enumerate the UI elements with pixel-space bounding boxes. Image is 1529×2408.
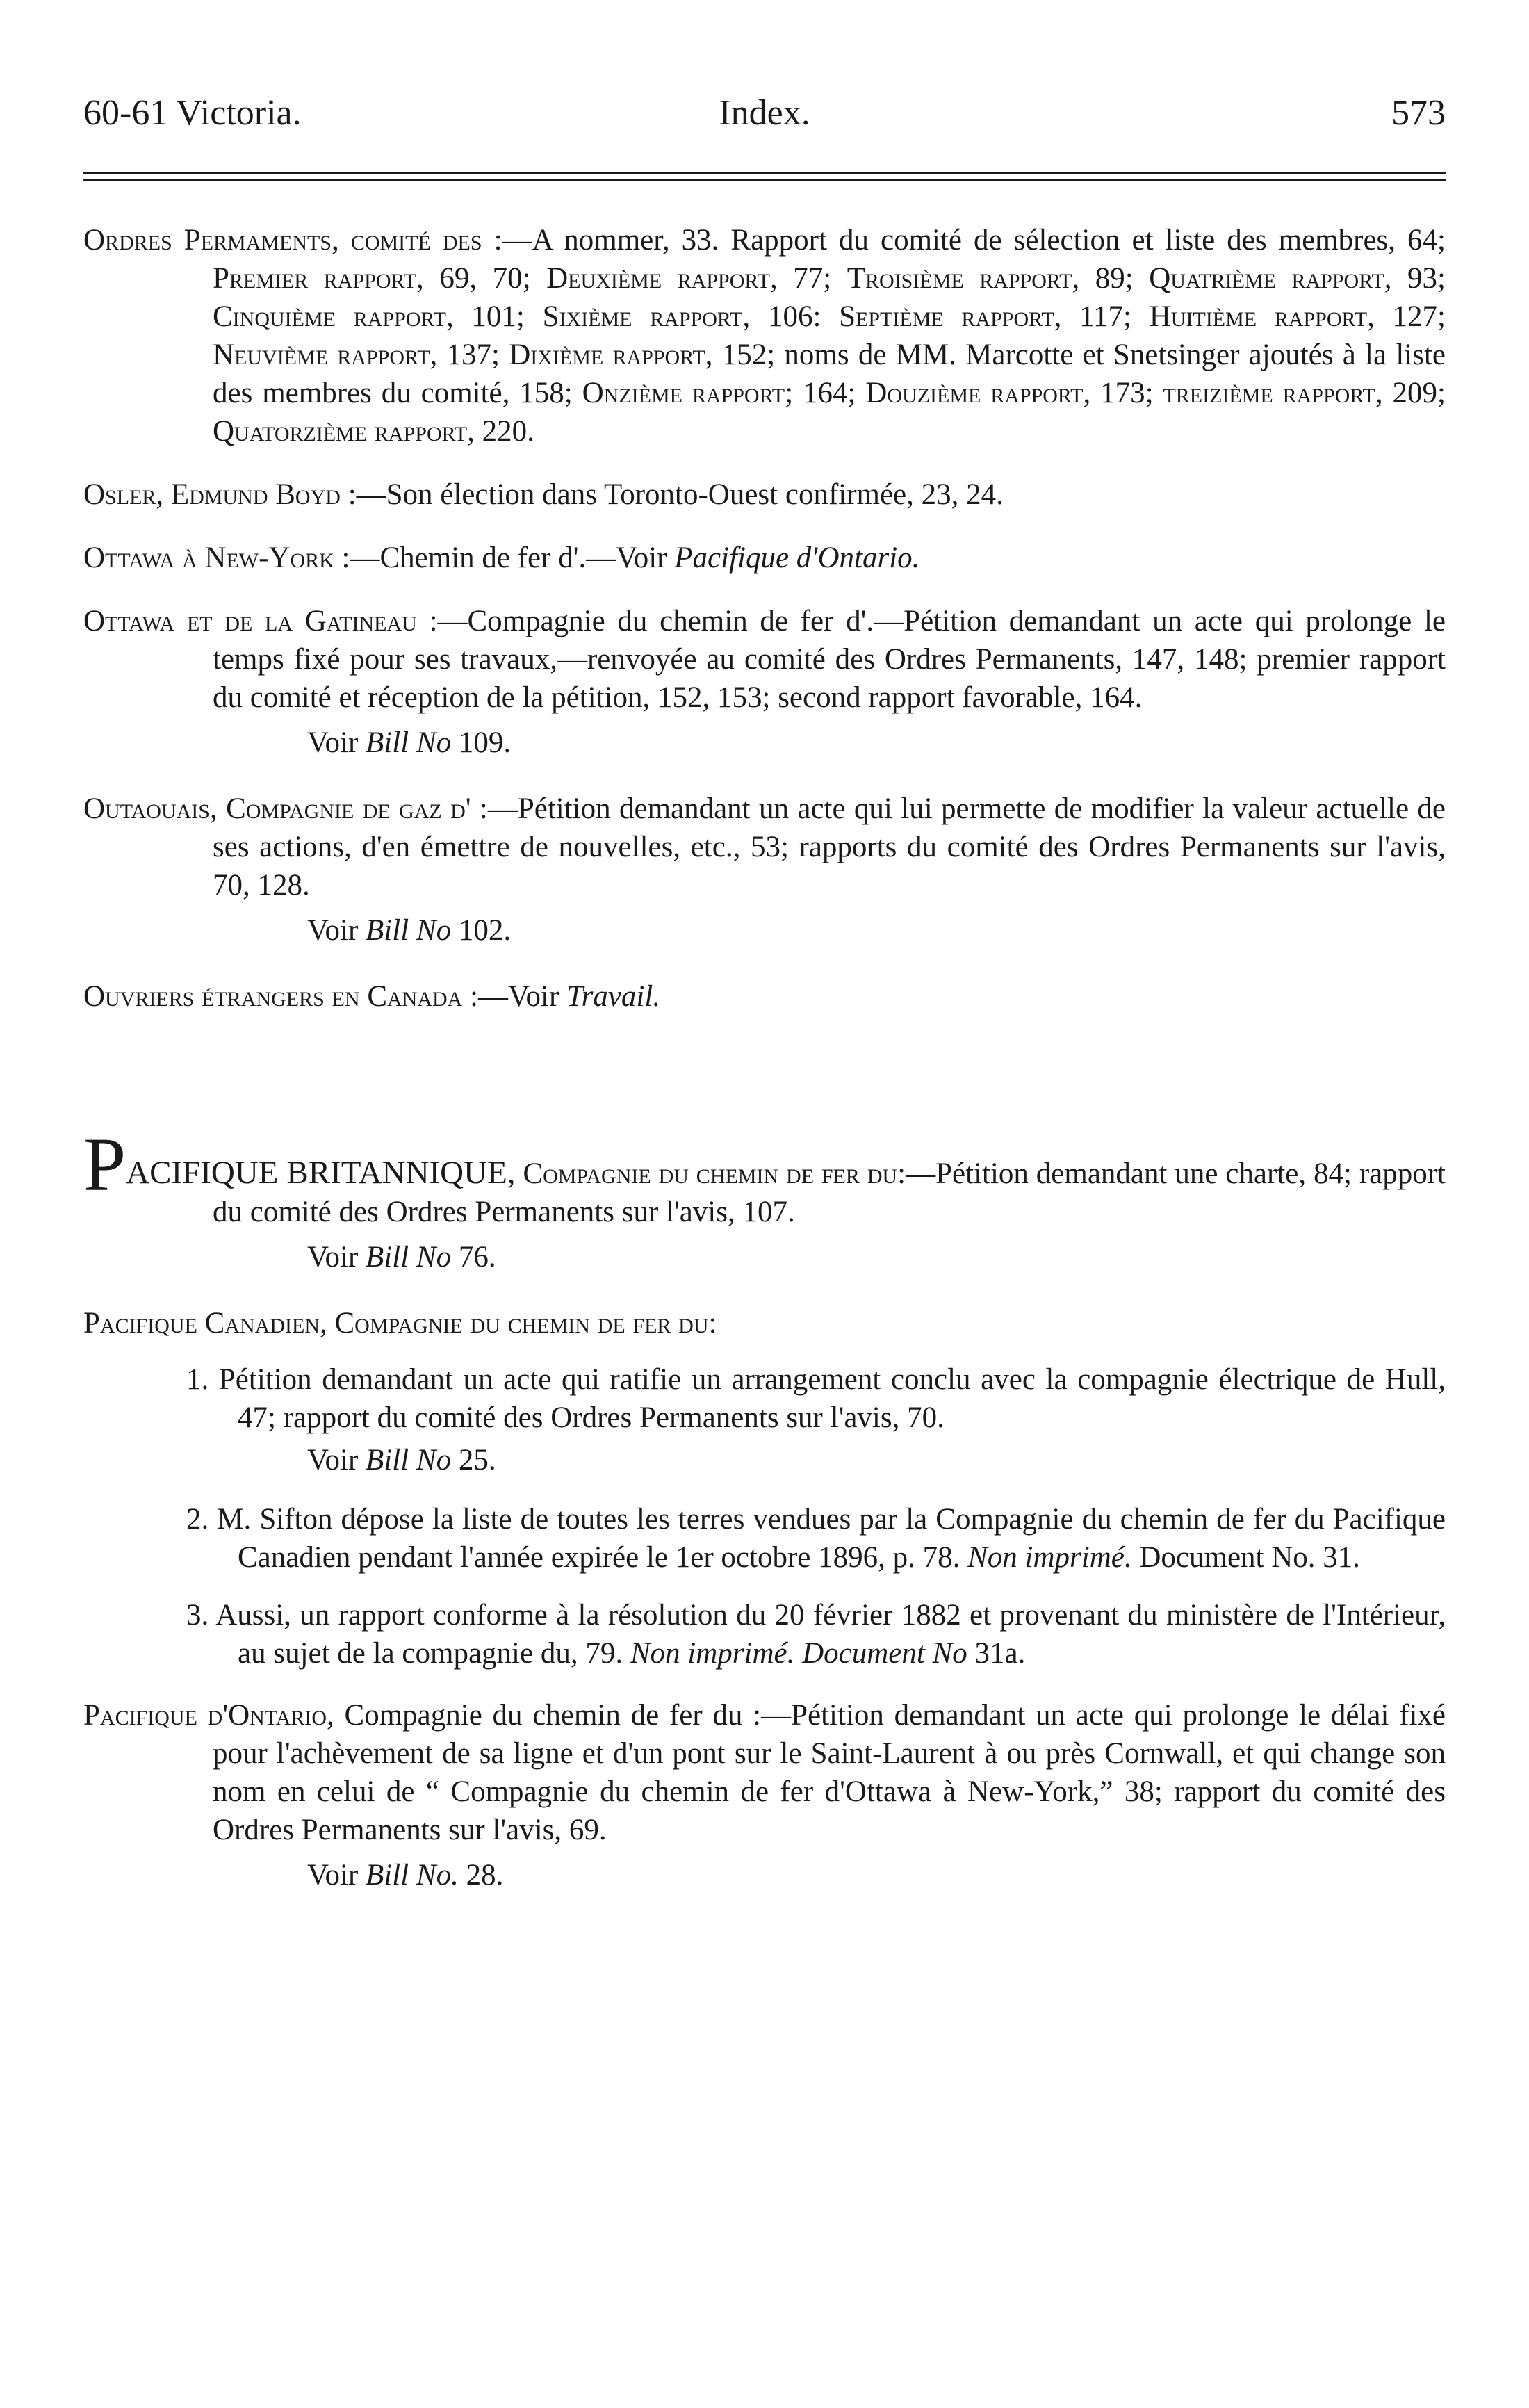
index-entry-outaouais: Outaouais, Compagnie de gaz d' :—Pétition demandant un acte qui lui permette de modifier la valeur actuelle de ses actions, d'en émettre de nouvelles, etc., 53; rapports du comité des Ordres Permanents sur l'avis, 70, 128.: [83, 792, 1446, 902]
index-entry-ottawa-new-york: Ottawa à New-York :—Chemin de fer d'.—Voir Pacifique d'Ontario.: [83, 542, 920, 574]
index-entry-pacifique-ontario: Pacifique d'Ontario, Compagnie du chemin de fer du :—Pétition demandant un acte qui prolonge le délai fixé pour l'achèvement de sa ligne et d'un pont sur le Saint-Laurent à ou près Cornwall, et qui change son nom en celui de “ Compagnie du chemin de fer d'Ottawa à New-York,” 38; rapport du comité des Ordres Permanents sur l'avis, 69.: [83, 1699, 1446, 1846]
page-header: [83, 89, 1446, 138]
list-item: 3. Aussi, un rapport conforme à la résolution du 20 février 1882 et provenant du ministère de l'Intérieur, au sujet de la compagnie du, 79. Non imprimé. Document No 31a.: [186, 1599, 1446, 1670]
list-item: 2. M. Sifton dépose la liste de toutes les terres vendues par la Compagnie du chemin de fer du Pacifique Canadien pendant l'année expirée le 1er octobre 1896, p. 78. Non imprimé. Document No. 31.: [186, 1503, 1446, 1574]
index-entry-pacifique-britannique: PACIFIQUE BRITANNIQUE, Compagnie du chemin de fer du:—Pétition demandant une charte, 84; rapport du comité des Ordres Permanents sur l'avis, 107.: [83, 1122, 1446, 1228]
see-bill-ref: Voir Bill No 25.: [307, 1444, 496, 1476]
see-bill-ref: Voir Bill No 76.: [307, 1241, 496, 1274]
index-entry-ottawa-gatineau: Ottawa et de la Gatineau :—Compagnie du chemin de fer d'.—Pétition demandant un acte qui prolonge le temps fixé pour ses travaux,—renvoyée au comité des Ordres Permanents, 147, 148; premier rapport du comité et réception de la pétition, 152, 153; second rapport favorable, 164.: [83, 605, 1446, 714]
see-bill-ref: Voir Bill No 102.: [307, 914, 512, 947]
page-number: 573: [1391, 93, 1446, 133]
index-entry-ouvriers: Ouvriers étrangers en Canada :—Voir Travail.: [83, 980, 661, 1013]
index-entry-pacifique-canadien: Pacifique Canadien, Compagnie du chemin de fer du:: [83, 1307, 717, 1340]
index-content: [83, 221, 1446, 1922]
section-letter-p: P: [83, 1122, 126, 1207]
header-rule-bottom: [83, 179, 1446, 181]
see-bill-ref: Voir Bill No 109.: [307, 726, 512, 759]
index-entry-osler: Osler, Edmund Boyd :—Son élection dans Toronto-Ouest confirmée, 23, 24.: [83, 478, 1004, 511]
see-bill-ref: Voir Bill No. 28.: [307, 1859, 504, 1892]
list-item: 1. Pétition demandant un acte qui ratifie un arrangement conclu avec la compagnie électrique de Hull, 47; rapport du comité des Ordres Permanents sur l'avis, 70.: [186, 1363, 1446, 1434]
index-page: [83, 0, 1446, 2408]
index-entry-ordres-permaments: Ordres Permaments, comité des :—A nommer, 33. Rapport du comité de sélection et liste des membres, 64; Premier rapport, 69, 70; Deuxième rapport, 77; Troisième rapport, 89; Quatrième rapport, 93; Cinquième rapport, 101; Sixième rapport, 106: Septième rapport, 117; Huitième rapport, 127; Neuvième rapport, 137; Dixième rapport, 152; noms de MM. Marcotte et Snetsinger ajoutés à la liste des membres du comité, 158; Onzième rapport; 164; Douzième rapport, 173; treizième rapport, 209; Quatorzième rapport, 220.: [83, 224, 1446, 448]
header-volume: 60-61 Victoria.: [83, 93, 302, 133]
header-rule-top: [83, 172, 1446, 174]
header-title: Index.: [719, 93, 810, 133]
